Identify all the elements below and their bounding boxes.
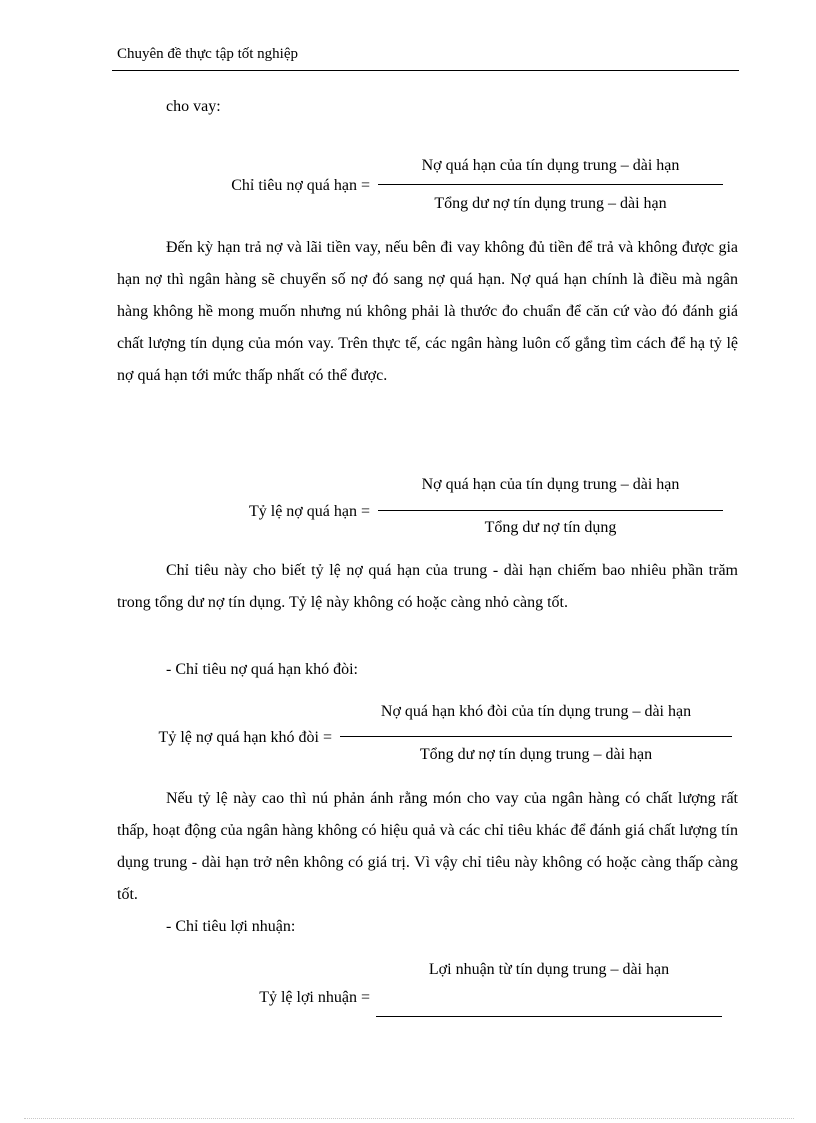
formula-label: Tỷ lệ nợ quá hạn khó đòi = xyxy=(158,729,332,746)
formula-label: Chỉ tiêu nợ quá hạn = xyxy=(231,177,370,194)
paragraph-text: Nếu tỷ lệ này cao thì nú phản ánh rằng món cho vay của ngân hàng có chất lượng rất thấp, hoạt động của ngân hàng không có hiệu quả và các chỉ tiêu khác để đánh giá chất lượng tín dụng trung - dài hạn trở nên không có giá trị. Vì vậy chỉ tiêu này không có hoặc càng thấp càng tốt. xyxy=(117,790,738,903)
bullet-bad-debt: - Chỉ tiêu nợ quá hạn khó đòi: xyxy=(166,661,358,678)
formula-denominator: Tổng dư nợ tín dụng trung – dài hạn xyxy=(419,746,653,763)
formula-denominator: Tổng dư nợ tín dụng xyxy=(484,519,617,536)
intro-line: cho vay: xyxy=(166,98,221,115)
formula-numerator: Nợ quá hạn khó đòi của tín dụng trung – dài hạn xyxy=(380,703,692,720)
header-rule xyxy=(112,70,739,71)
fraction-bar xyxy=(376,1016,722,1017)
paragraph-bad-debt-explanation xyxy=(117,783,738,911)
paragraph-overdue-explanation xyxy=(117,232,738,392)
paragraph-text: Chỉ tiêu này cho biết tỷ lệ nợ quá hạn của trung - dài hạn chiếm bao nhiêu phần trăm trong tổng dư nợ tín dụng. Tỷ lệ này không có hoặc càng nhỏ càng tốt. xyxy=(117,562,738,611)
page-bottom-dotted-border xyxy=(24,1118,794,1119)
page-header-title: Chuyên đề thực tập tốt nghiệp xyxy=(117,46,299,62)
fraction-bar xyxy=(340,736,732,737)
fraction-bar xyxy=(378,510,723,511)
fraction-bar xyxy=(378,184,723,185)
formula-numerator: Lợi nhuận từ tín dụng trung – dài hạn xyxy=(428,961,670,978)
paragraph-text: Đến kỳ hạn trả nợ và lãi tiền vay, nếu bên đi vay không đủ tiền để trả và không được gia hạn nợ thì ngân hàng sẽ chuyển số nợ đó sang nợ quá hạn. Nợ quá hạn chính là điều mà ngân hàng không hề mong muốn nhưng nú không phải là thước đo chuẩn để căn cứ vào đó đánh giá chất lượng tín dụng của món vay. Trên thực tế, các ngân hàng luôn cố gắng tìm cách để hạ tỷ lệ nợ quá hạn tới mức thấp nhất có thể được. xyxy=(117,239,738,384)
formula-denominator: Tổng dư nợ tín dụng trung – dài hạn xyxy=(434,195,667,212)
paragraph-ratio-explanation xyxy=(117,555,738,619)
formula-numerator: Nợ quá hạn của tín dụng trung – dài hạn xyxy=(421,476,680,493)
formula-label: Tỷ lệ nợ quá hạn = xyxy=(248,503,370,520)
formula-numerator: Nợ quá hạn của tín dụng trung – dài hạn xyxy=(421,157,680,174)
formula-label: Tỷ lệ lợi nhuận = xyxy=(259,989,370,1006)
bullet-profit: - Chỉ tiêu lợi nhuận: xyxy=(166,918,296,935)
